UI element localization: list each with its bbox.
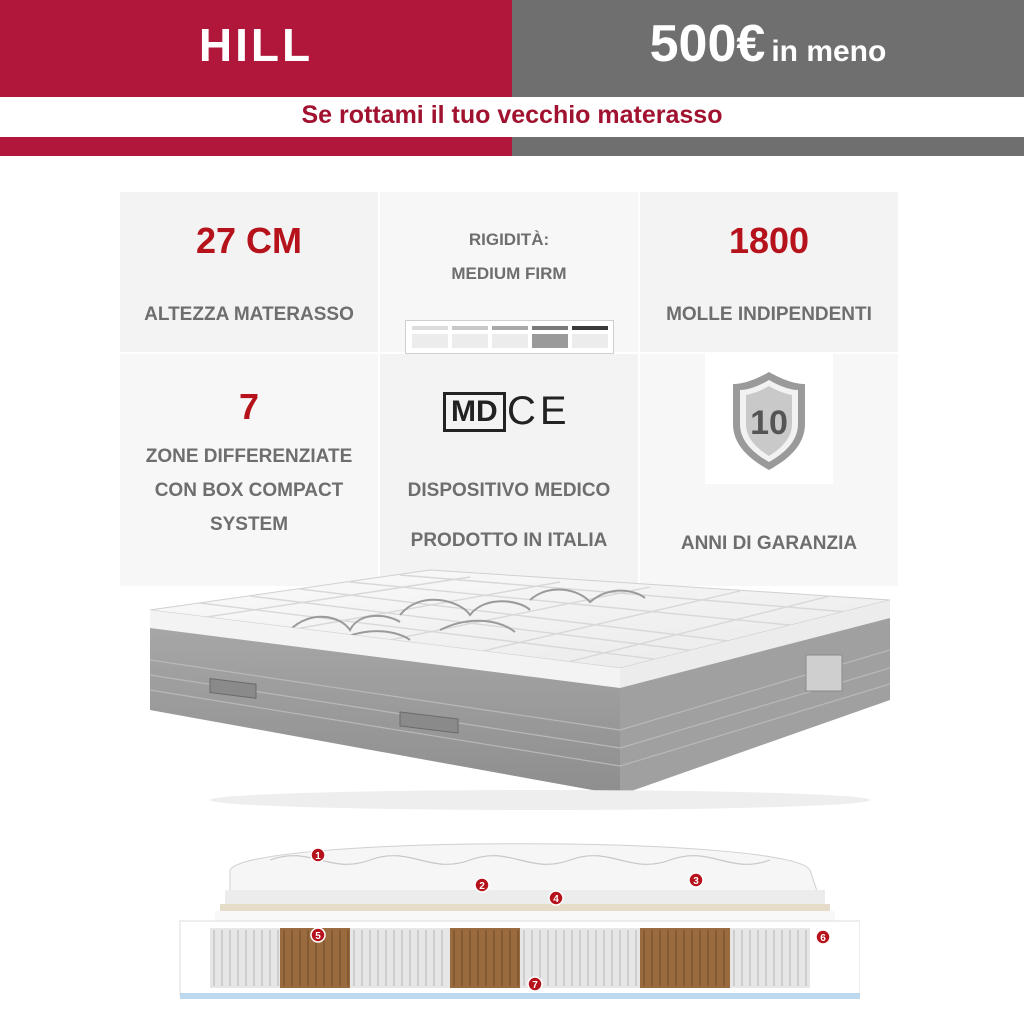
shield-icon [705, 354, 833, 484]
md-mark: MD [443, 392, 506, 432]
price-discount [512, 14, 1024, 74]
warranty-label: ANNI DI GARANZIA [680, 533, 858, 554]
layer-marker-number: 2 [479, 881, 485, 892]
md-ce-mark [439, 390, 579, 434]
springs-label: MOLLE INDIPENDENTI [666, 304, 872, 325]
height-value: 27 CM [195, 220, 303, 261]
spring-zone [350, 928, 450, 988]
feature-zones [120, 354, 378, 586]
layer-marker-number: 1 [315, 851, 321, 862]
rigidity-value: MEDIUM FIRM [451, 264, 567, 283]
zones-value: 7 [238, 386, 260, 427]
feature-medical [380, 354, 638, 586]
feature-springs [640, 192, 898, 352]
rigidity-level-top [452, 326, 488, 330]
layer-marker-number: 3 [693, 876, 699, 887]
springs-value: 1800 [728, 220, 810, 261]
rigidity-label: RIGIDITÀ: [468, 230, 550, 249]
layer-marker-number: 6 [820, 933, 826, 944]
height-label: ALTEZZA MATERASSO [144, 304, 354, 325]
layer-marker-number: 7 [532, 980, 538, 991]
rigidity-level-selected [532, 334, 568, 348]
rigidity-level [452, 334, 488, 348]
product-title: HILL [198, 19, 314, 71]
price-suffix: in meno [771, 35, 887, 68]
rigidity-scale [405, 320, 614, 354]
rigidity-level-top [412, 326, 448, 330]
ce-mark: CE [507, 389, 571, 433]
warranty-badge [705, 354, 833, 484]
mattress-image [140, 560, 900, 820]
rigidity-level [492, 334, 528, 348]
zones-line2: CON BOX COMPACT [154, 480, 344, 501]
rigidity-level [572, 334, 608, 348]
price-amount: 500€ [649, 15, 766, 73]
rigidity-level-top [532, 326, 568, 330]
zones-line1: ZONE DIFFERENZIATE [145, 446, 353, 467]
rigidity-level-top [572, 326, 608, 330]
lower-band-right [512, 137, 1024, 156]
medical-line1: DISPOSITIVO MEDICO [407, 480, 611, 501]
subtitle: Se rottami il tuo vecchio materasso [301, 101, 723, 129]
layer-marker-number: 4 [553, 894, 559, 905]
feature-height [120, 192, 378, 352]
rigidity-level-top [492, 326, 528, 330]
layers-section-image [170, 830, 860, 1010]
medical-line2: PRODOTTO IN ITALIA [410, 530, 608, 551]
lower-band-left [0, 137, 512, 156]
zones-line3: SYSTEM [209, 514, 289, 535]
warranty-number: 10 [750, 404, 788, 442]
rigidity-level [412, 334, 448, 348]
layer-marker-number: 5 [315, 931, 321, 942]
